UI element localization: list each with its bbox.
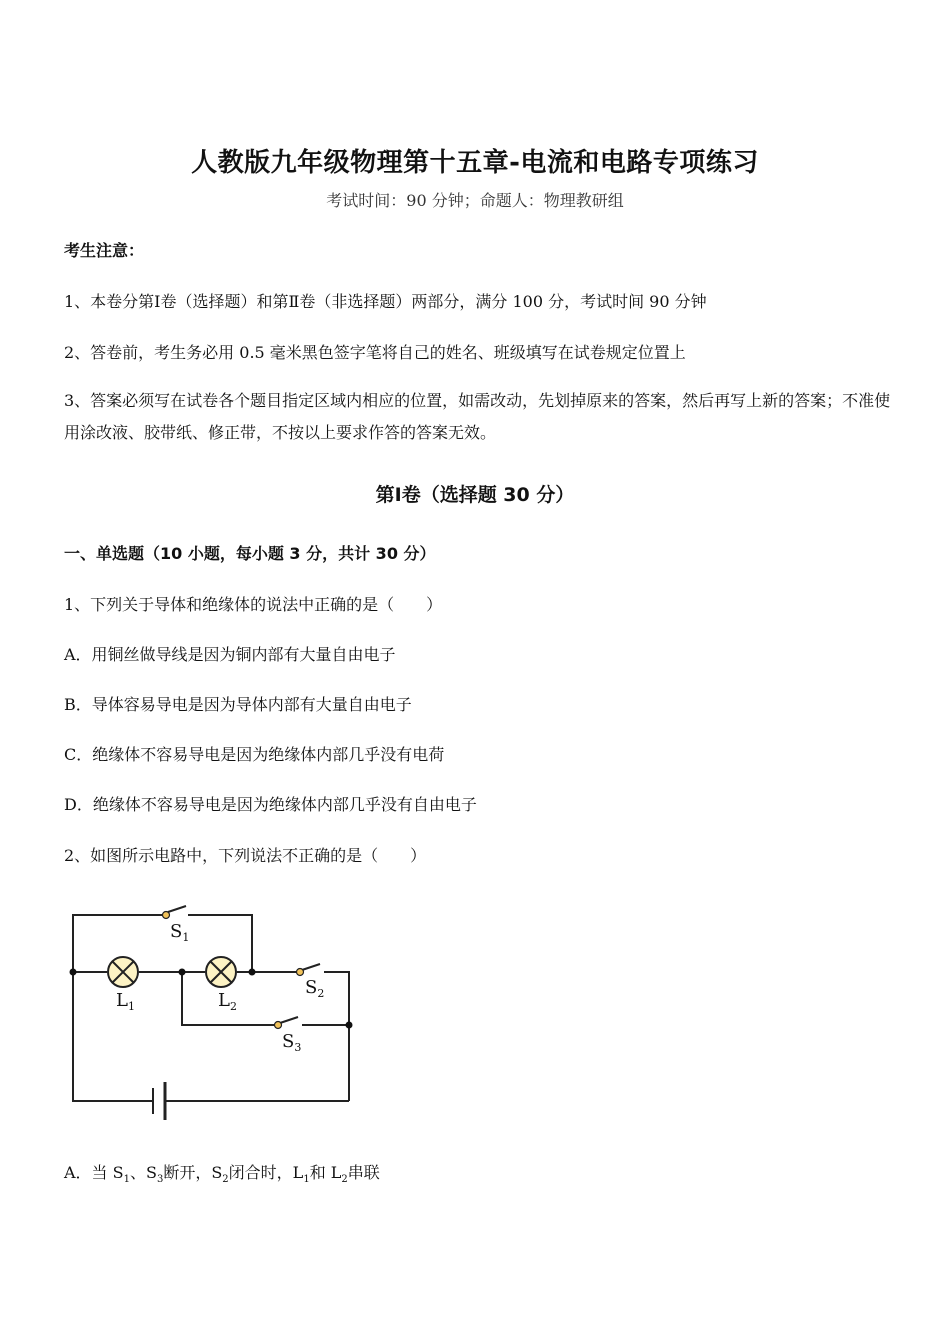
notice-item-2: 2、答卷前，考生务必用 0.5 毫米黑色签字笔将自己的姓名、班级填写在试卷规定位置上 bbox=[64, 343, 686, 362]
page-title: 人教版九年级物理第十五章-电流和电路专项练习 bbox=[191, 148, 759, 178]
question-1-option-a: A．用铜丝做导线是因为铜内部有大量自由电子 bbox=[64, 645, 396, 664]
question-2-option-a: A．当 $S_1$、$S_3$断开，$S_2$闭合时，$L_1$和 $L_2$串联 bbox=[64, 1163, 380, 1186]
l1-label: $L_1$ bbox=[116, 990, 135, 1013]
section-title: 第Ⅰ卷（选择题 30 分） bbox=[375, 484, 575, 506]
s3-label: $S_3$ bbox=[282, 1031, 302, 1054]
exam-info: 考试时间：90 分钟；命题人：物理教研组 bbox=[326, 191, 624, 210]
group-heading: 一、单选题（10 小题，每小题 3 分，共计 30 分） bbox=[64, 544, 436, 563]
question-1-stem: 1、下列关于导体和绝缘体的说法中正确的是（ ） bbox=[64, 595, 443, 614]
question-1-option-c: C．绝缘体不容易导电是因为绝缘体内部几乎没有电荷 bbox=[64, 745, 445, 764]
s2-label: $S_2$ bbox=[305, 977, 325, 1000]
notice-item-1: 1、本卷分第Ⅰ卷（选择题）和第Ⅱ卷（非选择题）两部分，满分 100 分，考试时间 90 分钟 bbox=[64, 292, 707, 311]
question-2-stem: 2、如图所示电路中，下列说法不正确的是（ ） bbox=[64, 846, 427, 865]
notice-item-3: 3、答案必须写在试卷各个题目指定区域内相应的位置，如需改动，先划掉原来的答案，然后再写上新的答案；不准使用涂改液、胶带纸、修正带，不按以上要求作答的答案无效。 bbox=[64, 391, 891, 442]
s1-label: $S_1$ bbox=[170, 921, 190, 944]
question-1-option-d: D．绝缘体不容易导电是因为绝缘体内部几乎没有自由电子 bbox=[64, 795, 477, 814]
l2-label: $L_2$ bbox=[218, 990, 237, 1013]
circuit-diagram bbox=[60, 898, 370, 1128]
notice-heading: 考生注意： bbox=[64, 241, 145, 260]
question-1-option-b: B．导体容易导电是因为导体内部有大量自由电子 bbox=[64, 695, 412, 714]
